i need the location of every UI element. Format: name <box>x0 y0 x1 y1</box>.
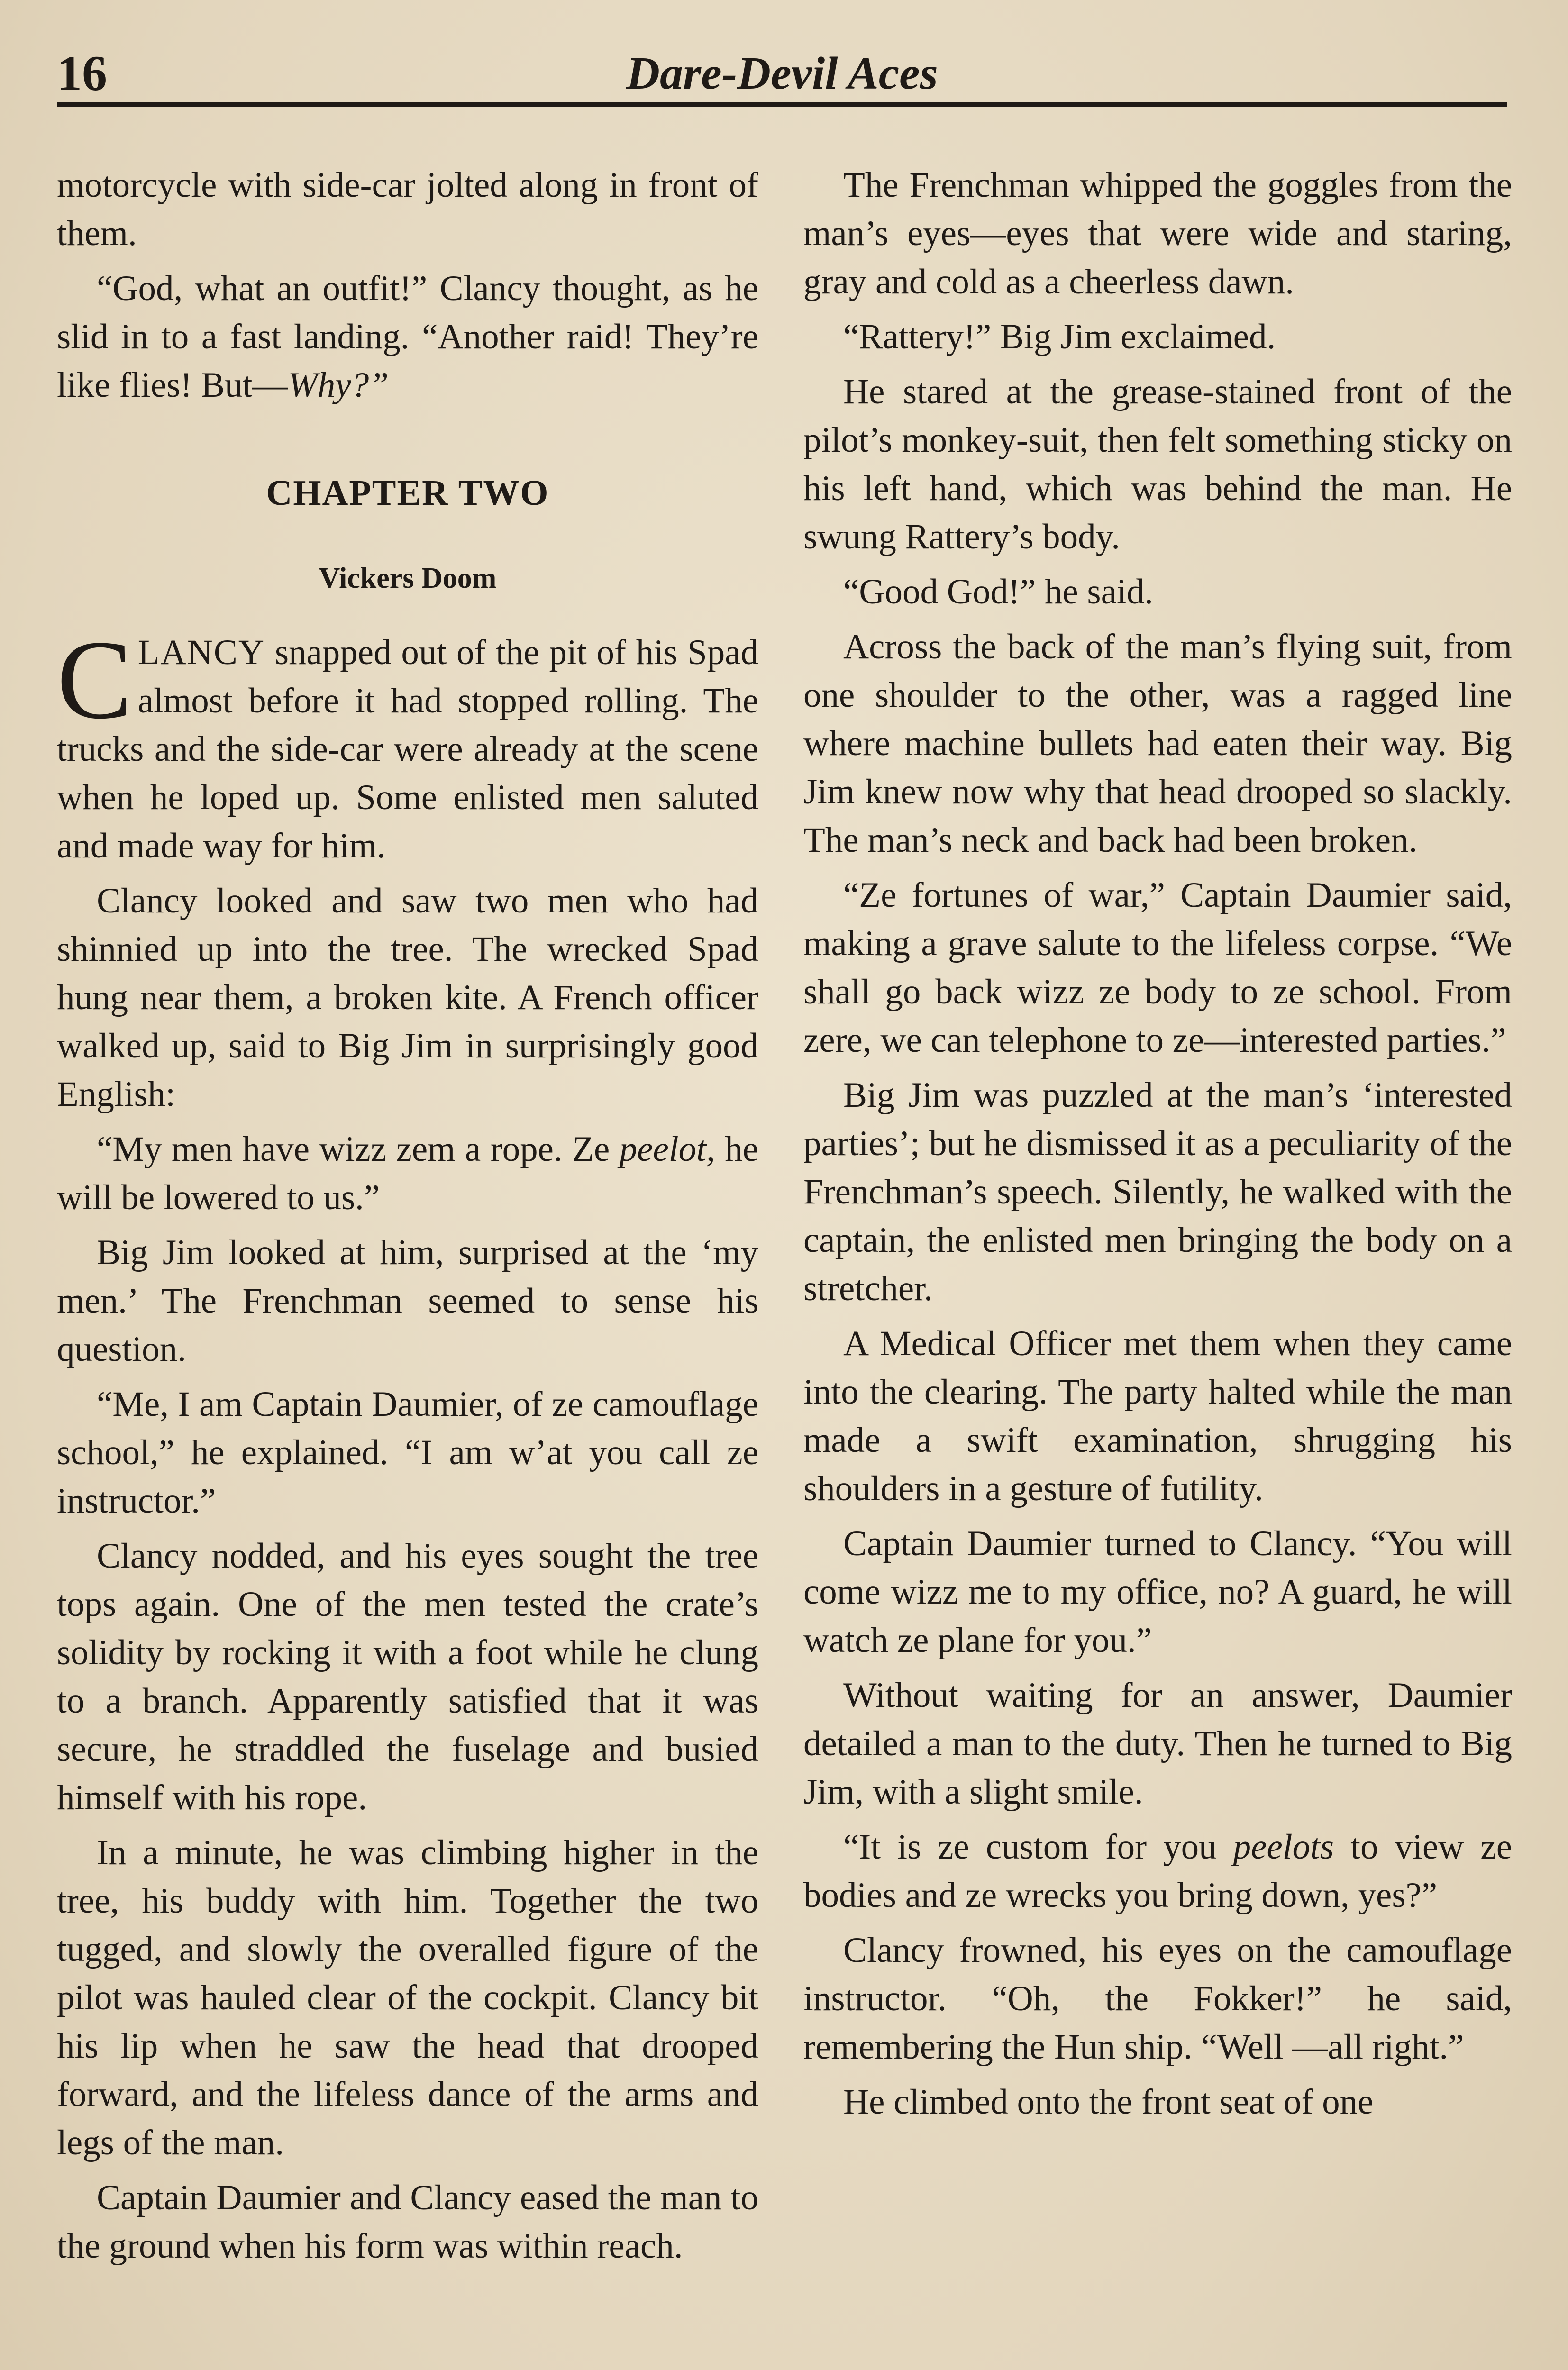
running-title: Dare-Devil Aces <box>626 48 938 99</box>
paragraph: Captain Daumier and Clancy eased the man to the ground when his form was within reach. <box>57 2178 758 2266</box>
opening-paragraph <box>57 618 758 870</box>
paragraph-text: “My men have wizz zem a rope. Ze <box>97 1130 620 1169</box>
italic-text: Why?” <box>288 365 389 405</box>
paragraph: He stared at the grease-stained front of the pilot’s monkey-suit, then felt something sticky on his left hand, which was behind the man. He swung Rattery’s body. <box>803 372 1512 556</box>
lead-word: LANCY <box>137 633 265 672</box>
page-header <box>57 43 1507 104</box>
paragraph-text: snapped out of the pit of his Spad almost before it had stopped rolling. The trucks and the side-car were already at the scene when he loped up. Some enlisted men saluted and made way for him. <box>57 633 758 866</box>
paragraph <box>803 1823 1512 1920</box>
paragraph-text: “God, what an outfit!” Clancy thought, as he slid in to a fast landing. “Another raid! They’re like flies! But— <box>57 269 758 405</box>
paragraph <box>57 1125 758 1222</box>
paragraph: Captain Daumier turned to Clancy. “You will come wizz me to my office, no? A guard, he will watch ze plane for you.” <box>803 1524 1512 1660</box>
paragraph: “Me, I am Captain Daumier, of ze camouflage school,” he explained. “I am w’at you call ze instructor.” <box>57 1385 758 1521</box>
paragraph: In a minute, he was climbing higher in the tree, his buddy with him. Together the two tugged, and slowly the overalled figure of the pilot was hauled clear of the cockpit. Clancy bit his lip when he saw the head that drooped forward, and the lifeless dance of the arms and legs of the man. <box>57 1833 758 2162</box>
paragraph <box>57 264 758 410</box>
paragraph: “Rattery!” Big Jim exclaimed. <box>843 317 1276 356</box>
paragraph: Without waiting for an answer, Daumier detailed a man to the duty. Then he turned to Big Jim, with a slight smile. <box>803 1676 1512 1812</box>
paragraph: Clancy looked and saw two men who had shinnied up into the tree. The wrecked Spad hung near them, a broken kite. A French officer walked up, said to Big Jim in surprisingly good English: <box>57 881 758 1114</box>
paragraph-text: he will be lowered to us.” <box>57 1130 758 1217</box>
paragraph: Big Jim looked at him, surprised at the ‘my men.’ The Frenchman seemed to sense his question. <box>57 1233 758 1369</box>
paragraph: Clancy nodded, and his eyes sought the tree tops again. One of the men tested the crate’s solidity by rocking it with a foot while he clung to a branch. Apparently satisfied that it was secure, he straddled the fuselage and busied himself with his rope. <box>57 1536 758 1817</box>
paragraph: Across the back of the man’s flying suit, from one shoulder to the other, was a ragged line where machine bullets had eaten their way. Big Jim knew now why that head drooped so slackly. The man’s neck and back had been broken. <box>803 627 1512 860</box>
chapter-subtitle: Vickers Doom <box>319 562 497 594</box>
left-column <box>57 161 758 2277</box>
paragraph: He climbed onto the front seat of one <box>843 2082 1374 2122</box>
drop-cap: C <box>57 618 132 742</box>
paragraph: motorcycle with side-car jolted along in front of them. <box>57 165 758 253</box>
paragraph-text: “It is ze custom for you <box>843 1827 1233 1867</box>
paragraph: Big Jim was puzzled at the man’s ‘interested parties’; but he dismissed it as a peculiarity of the Frenchman’s speech. Silently, he walked with the captain, the enlisted men bringing the body on a stretcher. <box>803 1076 1512 1308</box>
paragraph-text: to view ze bodies and ze wrecks you bring down, yes?” <box>803 1827 1513 1915</box>
right-column <box>803 161 1512 2133</box>
italic-text: peelot, <box>619 1130 715 1169</box>
paragraph: The Frenchman whipped the goggles from the man’s eyes—eyes that were wide and staring, gray and cold as a cheerless dawn. <box>803 165 1512 301</box>
italic-text: peelots <box>1233 1827 1334 1867</box>
paragraph: “Ze fortunes of war,” Captain Daumier said, making a grave salute to the lifeless corpse. “We shall go back wizz ze body to ze school. From zere, we can telephone to ze—interested parties.” <box>803 875 1512 1060</box>
paragraph: A Medical Officer met them when they came into the clearing. The party halted while the man made a swift examination, shrugging his shoulders in a gesture of futility. <box>803 1324 1512 1508</box>
chapter-heading: CHAPTER TWO <box>266 473 549 513</box>
paragraph: Clancy frowned, his eyes on the camouflage instructor. “Oh, the Fokker!” he said, remembering the Hun ship. “Well —all right.” <box>803 1931 1512 2067</box>
header-rule <box>57 102 1507 107</box>
paragraph: “Good God!” he said. <box>843 572 1153 611</box>
page-number: 16 <box>57 46 107 101</box>
